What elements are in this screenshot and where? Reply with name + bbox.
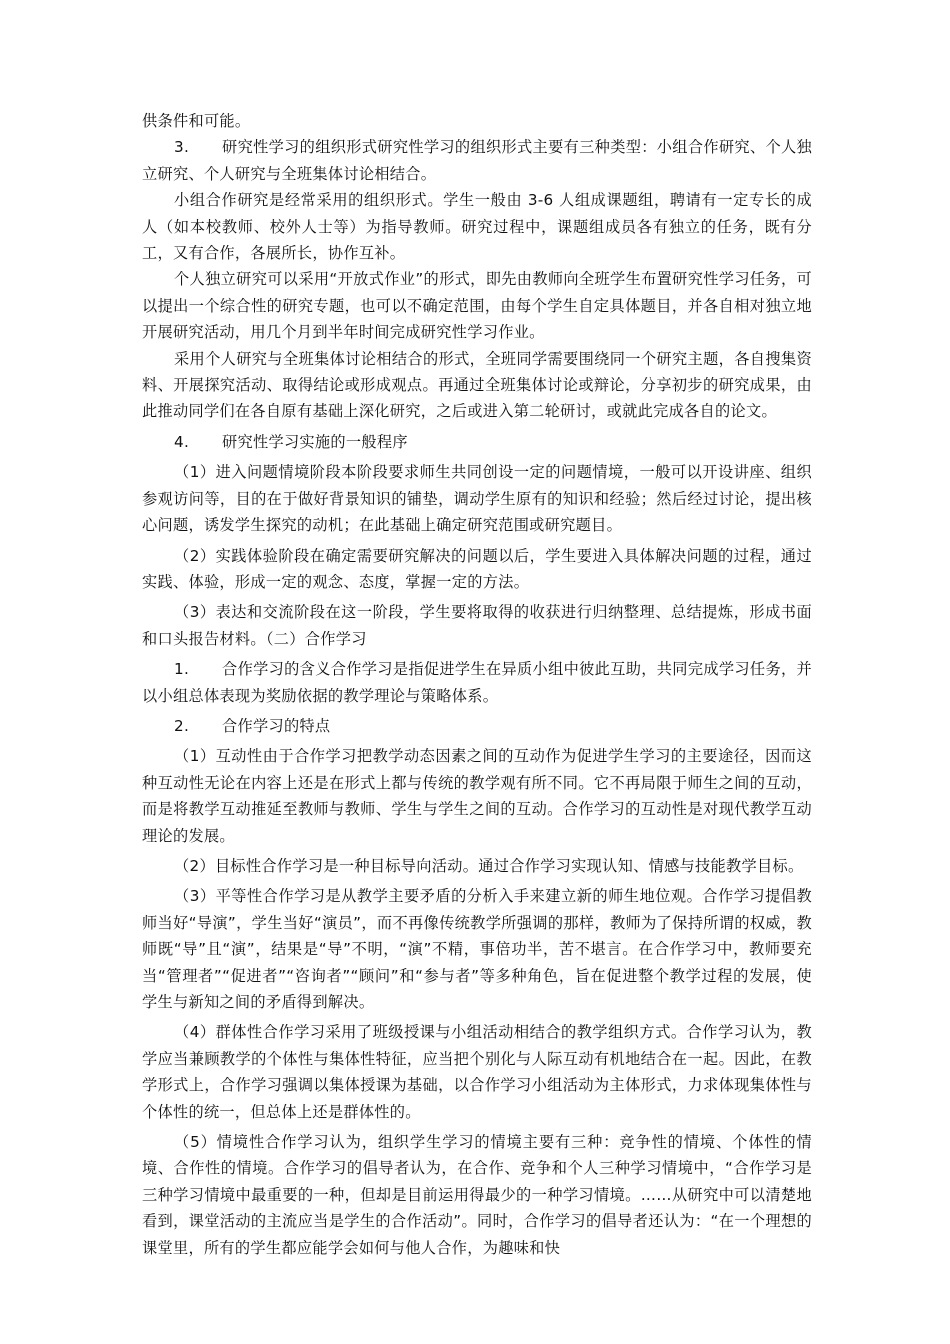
document-body bbox=[142, 108, 812, 1261]
numbered-heading bbox=[142, 656, 812, 709]
paragraph: 个人独立研究可以采用“开放式作业”的形式，即先由教师向全班学生布置研究性学习任务，可以提出一个综合性的研究专题，也可以不确定范围，由每个学生自定具体题目，并各自相对独立地开展研究活动，用几个月到半年时间完成研究性学习作业。 bbox=[142, 270, 812, 342]
paragraph-text: 合作学习的特点 bbox=[222, 716, 331, 735]
list-number: 3. bbox=[174, 138, 190, 157]
list-number: 1. bbox=[174, 660, 190, 679]
paragraph-text: 研究性学习的组织形式研究性学习的组织形式主要有三种类型：小组合作研究、个人独立研究、个人研究与全班集体讨论相结合。 bbox=[142, 138, 812, 183]
paragraph-text: 研究性学习实施的一般程序 bbox=[222, 432, 408, 451]
paragraph: （1）进入问题情境阶段本阶段要求师生共同创设一定的问题情境，一般可以开设讲座、组织参观访问等，目的在于做好背景知识的铺垫，调动学生原有的知识和经验；然后经过讨论，提出核心问题，诱发学生探究的动机；在此基础上确定研究范围或研究题目。 bbox=[142, 463, 812, 535]
paragraph: （5）情境性合作学习认为，组织学生学习的情境主要有三种：竞争性的情境、个体性的情境、合作性的情境。合作学习的倡导者认为，在合作、竞争和个人三种学习情境中，“合作学习是三种学习情境中最重要的一种，但却是目前运用得最少的一种学习情境。……从研究中可以清楚地看到，课堂活动的主流应当是学生的合作活动”。同时，合作学习的倡导者还认为：“在一个理想的课堂里，所有的学生都应能学会如何与他人合作，为趣味和快 bbox=[142, 1133, 812, 1257]
paragraph: （1）互动性由于合作学习把教学动态因素之间的互动作为促进学生学习的主要途径，因而这种互动性无论在内容上还是在形式上都与传统的教学观有所不同。它不再局限于师生之间的互动，而是将教学互动推延至教师与教师、学生与学生之间的互动。合作学习的互动性是对现代教学互动理论的发展。 bbox=[142, 747, 812, 845]
numbered-heading bbox=[142, 134, 812, 187]
paragraph: （3）表达和交流阶段在这一阶段，学生要将取得的收获进行归纳整理、总结提炼，形成书面和口头报告材料。（二）合作学习 bbox=[142, 603, 812, 648]
paragraph: 采用个人研究与全班集体讨论相结合的形式，全班同学需要围绕同一个研究主题，各自搜集资料、开展探究活动、取得结论或形成观点。再通过全班集体讨论或辩论，分享初步的研究成果，由此推动同学们在各自原有基础上深化研究，之后或进入第二轮研讨，或就此完成各自的论文。 bbox=[142, 349, 812, 421]
paragraph: 小组合作研究是经常采用的组织形式。学生一般由 3-6 人组成课题组，聘请有一定专长的成人（如本校教师、校外人士等）为指导教师。研究过程中，课题组成员各有独立的任务，既有分工，又有合作，各展所长，协作互补。 bbox=[142, 191, 812, 263]
paragraph: （3）平等性合作学习是从教学主要矛盾的分析入手来建立新的师生地位观。合作学习提倡教师当好“导演”，学生当好“演员”，而不再像传统教学所强调的那样，教师为了保持所谓的权威，教师既“导”且“演”，结果是“导”不明，“演”不精，事倍功半，苦不堪言。在合作学习中，教师要充当“管理者”“促进者”“咨询者”“顾问”和“参与者”等多种角色，旨在促进整个教学过程的发展，使学生与新知之间的矛盾得到解决。 bbox=[142, 887, 812, 1011]
paragraph-text: 合作学习的含义合作学习是指促进学生在异质小组中彼此互助，共同完成学习任务，并以小组总体表现为奖励依据的教学理论与策略体系。 bbox=[142, 660, 812, 705]
paragraph: （4）群体性合作学习采用了班级授课与小组活动相结合的教学组织方式。合作学习认为，教学应当兼顾教学的个体性与集体性特征，应当把个别化与人际互动有机地结合在一起。因此，在教学形式上，合作学习强调以集体授课为基础，以合作学习小组活动为主体形式，力求体现集体性与个体性的统一，但总体上还是群体性的。 bbox=[142, 1023, 812, 1121]
paragraph: （2）实践体验阶段在确定需要研究解决的问题以后，学生要进入具体解决问题的过程，通过实践、体验，形成一定的观念、态度，掌握一定的方法。 bbox=[142, 546, 812, 591]
list-number: 4. bbox=[174, 432, 190, 451]
numbered-heading bbox=[142, 429, 812, 455]
paragraph: 供条件和可能。 bbox=[142, 112, 251, 130]
numbered-heading bbox=[142, 713, 812, 739]
paragraph: （2）目标性合作学习是一种目标导向活动。通过合作学习实现认知、情感与技能教学目标。 bbox=[174, 856, 804, 875]
list-number: 2. bbox=[174, 716, 190, 735]
